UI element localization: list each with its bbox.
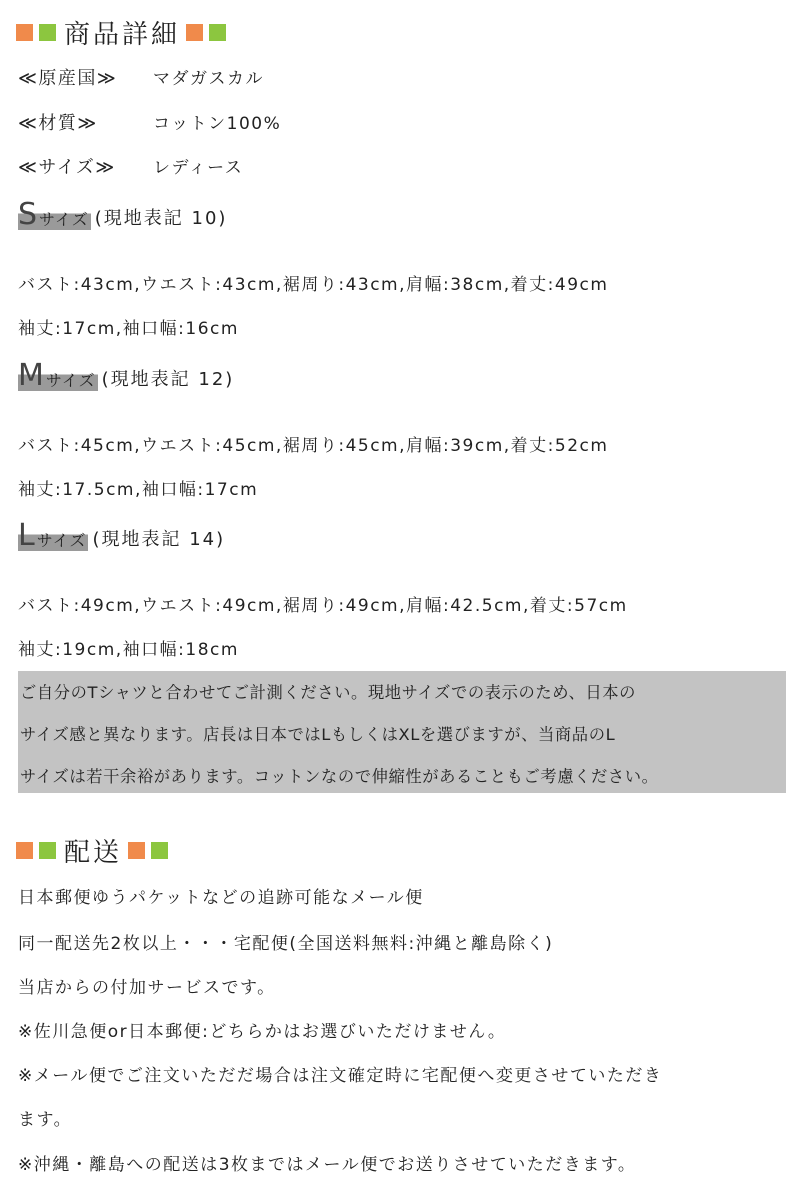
spec-size-label: ≪サイズ≫	[18, 157, 116, 178]
size-m-letter: M	[18, 358, 46, 393]
spec-origin	[18, 64, 264, 90]
orange-square-icon	[16, 842, 33, 859]
spec-material-label: ≪材質≫	[18, 113, 98, 134]
shipping-line: ※メール便でご注文いただだ場合は注文確定時に宅配便へ変更させていただき	[18, 1066, 663, 1086]
size-s-note: (現地表記 10)	[94, 208, 228, 229]
size-s-line1: バスト:43cm,ウエスト:43cm,裾周り:43cm,肩幅:38cm,着丈:49cm	[18, 275, 609, 295]
size-l-heading	[18, 518, 226, 553]
orange-square-icon	[186, 24, 203, 41]
notice-line: サイズ感と異なります。店長は日本ではLもしくはXLを選びますが、当商品のL	[20, 725, 616, 744]
green-square-icon	[209, 24, 226, 41]
size-m-suffix: サイズ	[45, 371, 96, 390]
details-heading-title: 商品詳細	[64, 20, 181, 50]
green-square-icon	[39, 842, 56, 859]
size-l-letter: L	[18, 518, 37, 553]
shipping-line: 日本郵便ゆうパケットなどの追跡可能なメール便	[18, 888, 424, 908]
orange-square-icon	[16, 24, 33, 41]
spec-origin-value: マダガスカル	[153, 69, 264, 89]
spec-size	[18, 153, 243, 179]
spec-size-value: レディース	[153, 158, 244, 178]
size-s-heading	[18, 197, 228, 232]
size-l-line2: 袖丈:19cm,袖口幅:18cm	[18, 640, 239, 660]
orange-square-icon	[128, 842, 145, 859]
size-m-line1: バスト:45cm,ウエスト:45cm,裾周り:45cm,肩幅:39cm,着丈:52cm	[18, 436, 609, 456]
shipping-line: ます。	[18, 1110, 73, 1130]
size-notice-box	[18, 671, 786, 793]
green-square-icon	[151, 842, 168, 859]
spec-material	[18, 109, 281, 135]
shipping-heading-title: 配送	[64, 838, 123, 868]
size-s-suffix: サイズ	[39, 210, 89, 229]
size-m-heading	[18, 358, 235, 393]
shipping-line: 同一配送先2枚以上・・・宅配便(全国送料無料:沖縄と離島除く)	[18, 934, 554, 954]
notice-line: サイズは若干余裕があります。コットンなので伸縮性があることもご考慮ください。	[20, 767, 659, 786]
shipping-line: 当店からの付加サービスです。	[18, 978, 276, 998]
size-l-badge	[18, 518, 88, 553]
shipping-line: ※沖縄・離島への配送は3枚まではメール便でお送りさせていただきます。	[18, 1155, 637, 1175]
notice-line: ご自分のTシャツと合わせてご計測ください。現地サイズでの表示のため、日本の	[20, 683, 636, 702]
size-s-letter: S	[18, 197, 40, 232]
size-s-line2: 袖丈:17cm,袖口幅:16cm	[18, 319, 239, 339]
size-m-badge	[18, 358, 98, 393]
size-l-suffix: サイズ	[36, 531, 87, 550]
spec-origin-label: ≪原産国≫	[18, 68, 118, 89]
size-l-note: (現地表記 14)	[92, 529, 226, 550]
details-heading	[16, 14, 226, 51]
shipping-line: ※佐川急便or日本郵便:どちらかはお選びいただけません。	[18, 1022, 507, 1042]
spec-material-value: コットン100%	[153, 114, 282, 134]
shipping-heading	[16, 832, 168, 869]
size-m-note: (現地表記 12)	[101, 369, 235, 390]
size-m-line2: 袖丈:17.5cm,袖口幅:17cm	[18, 480, 259, 500]
green-square-icon	[39, 24, 56, 41]
size-s-badge	[18, 197, 91, 232]
size-l-line1: バスト:49cm,ウエスト:49cm,裾周り:49cm,肩幅:42.5cm,着丈:57cm	[18, 596, 628, 616]
